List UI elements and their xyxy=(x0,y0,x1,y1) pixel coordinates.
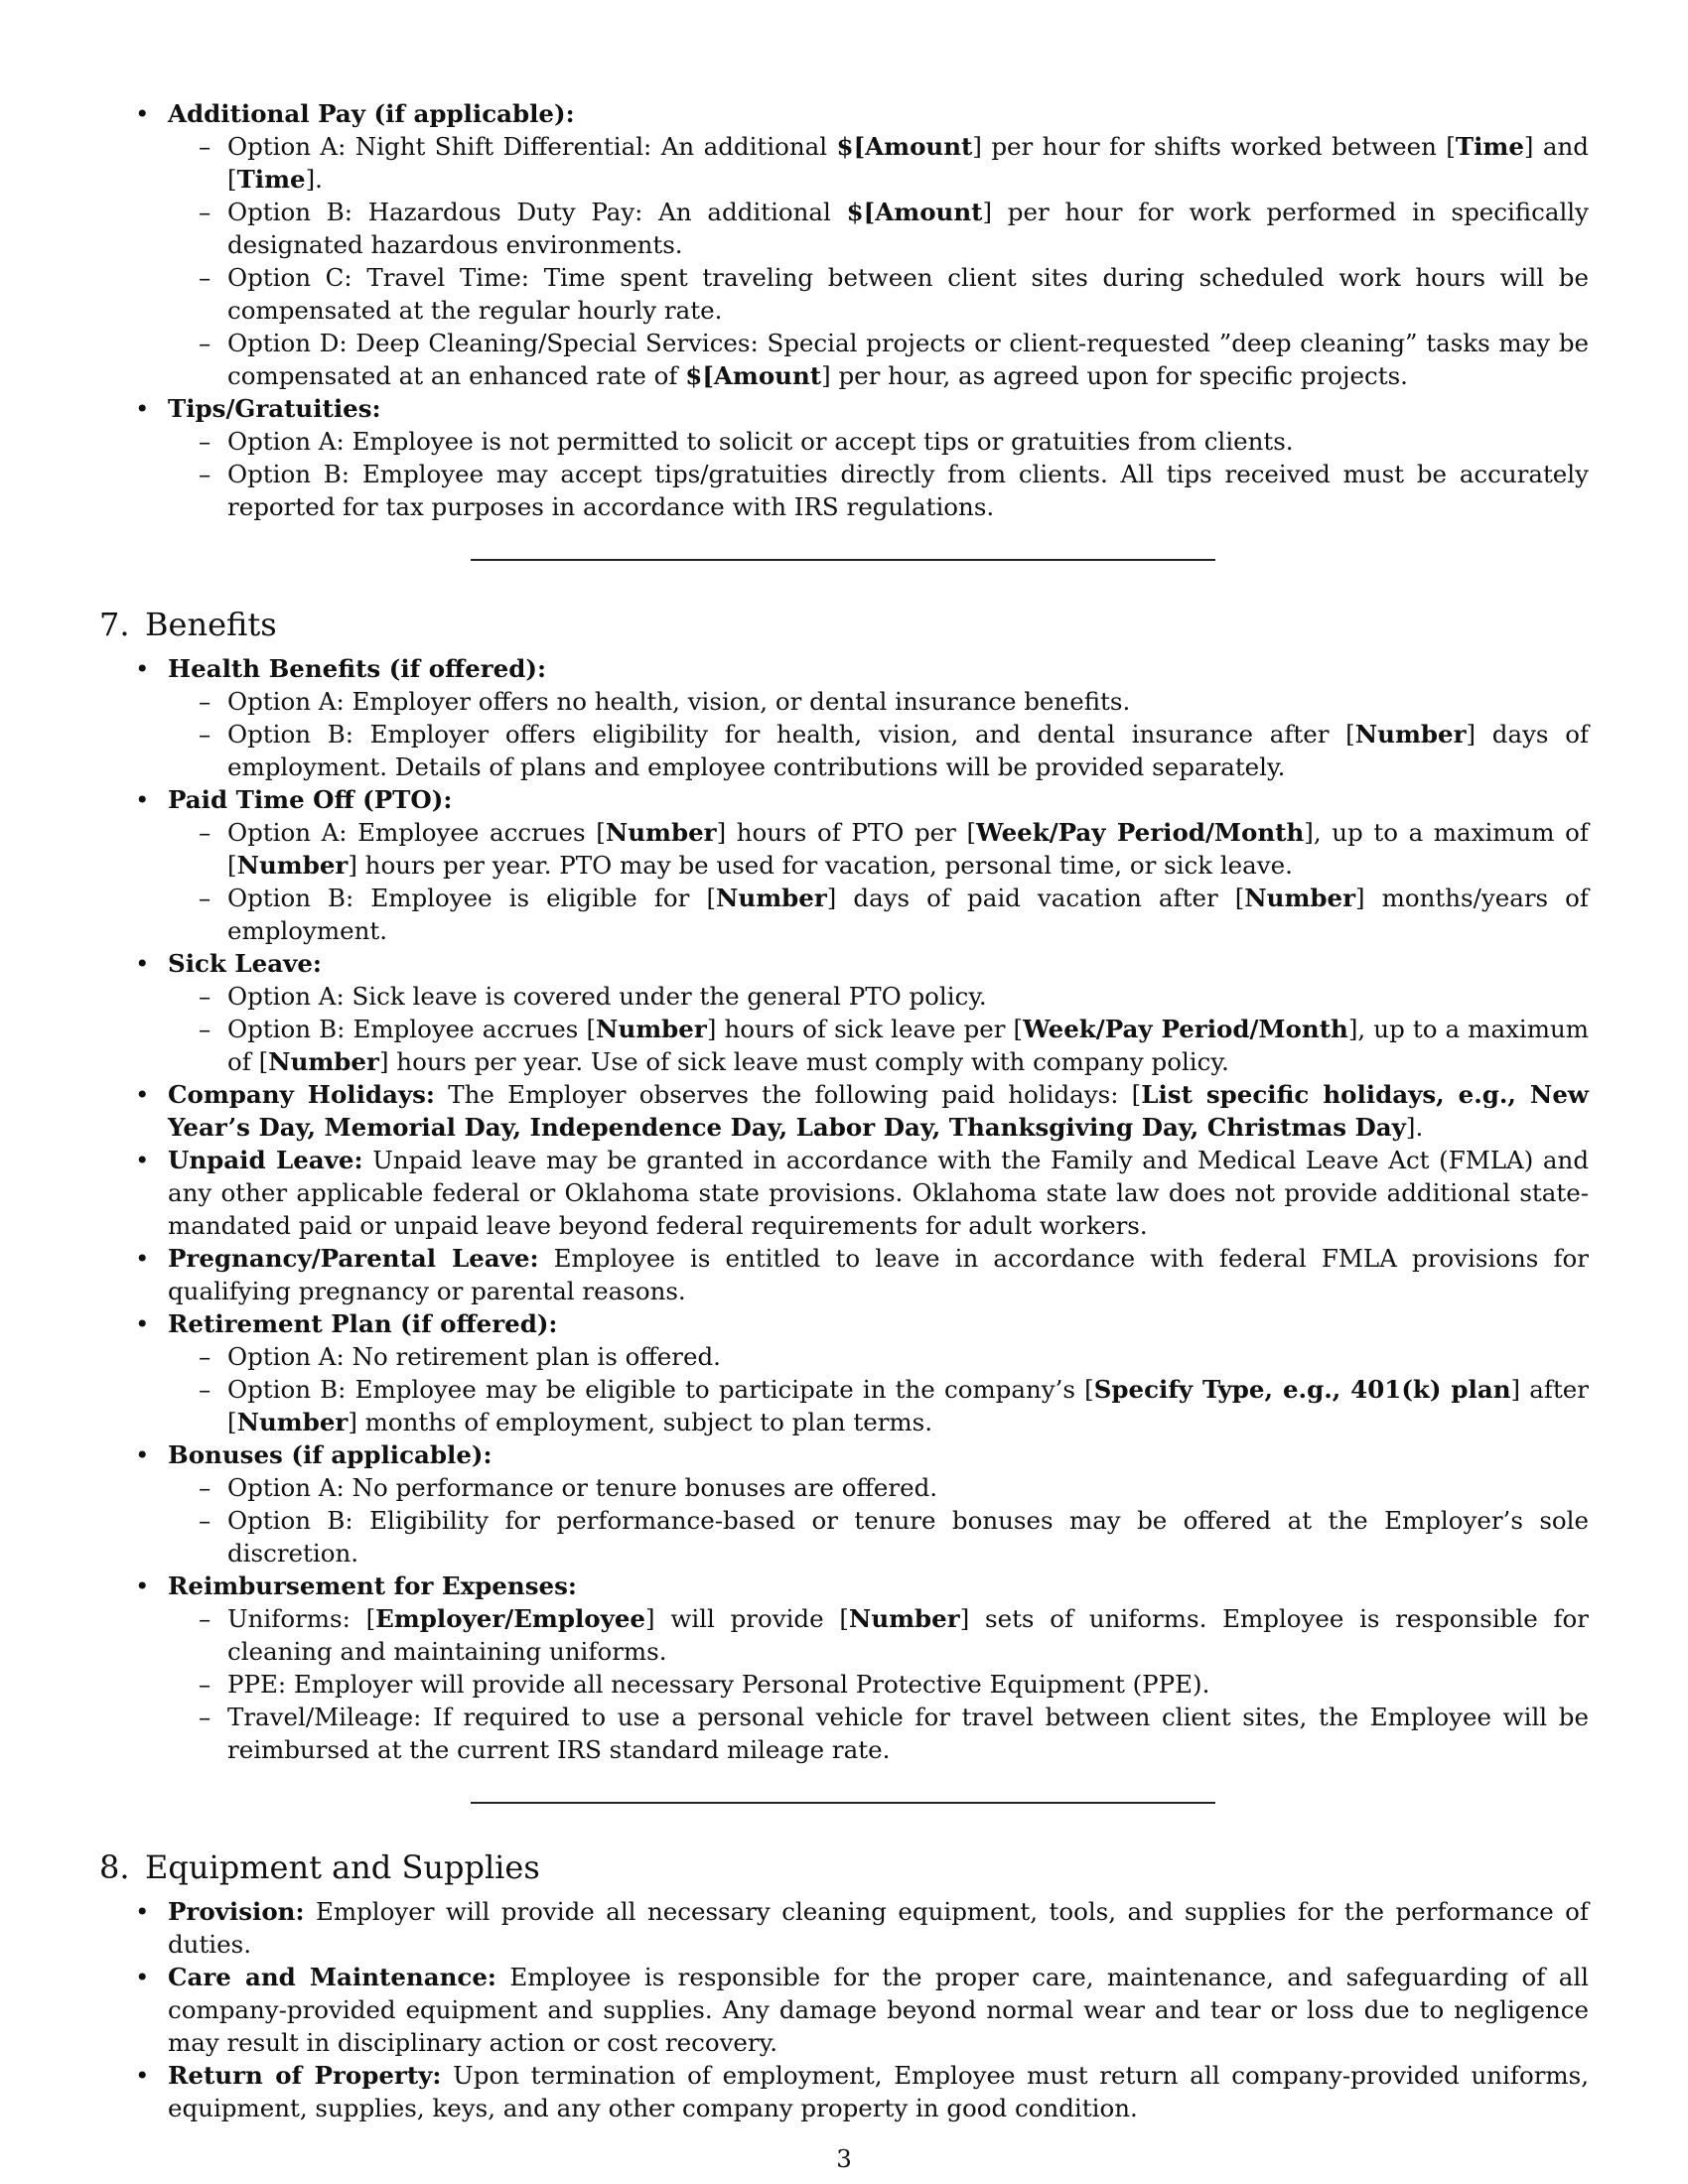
section-title: Equipment and Supplies xyxy=(145,1848,540,1886)
item-label: Care and Maintenance: xyxy=(168,1963,496,1991)
benefits-section xyxy=(99,652,1589,1766)
option-list xyxy=(168,980,1589,1078)
page-number: 3 xyxy=(836,2144,852,2173)
equipment-section xyxy=(99,1895,1589,2124)
item-label: Company Holidays: xyxy=(168,1080,435,1109)
placeholder-field: Number xyxy=(596,1015,707,1043)
item-label: Bonuses (if applicable): xyxy=(168,1440,492,1469)
item-label: Provision: xyxy=(168,1897,305,1926)
option-item: – Option A: Sick leave is covered under the general PTO policy. xyxy=(168,980,1589,1013)
placeholder-field: Specify Type, e.g., 401(k) plan xyxy=(1093,1375,1511,1404)
option-item: – Option A: Night Shift Differential: An additional $[Amount] per hour for shifts worked between [Time] and [Time]. xyxy=(168,130,1589,196)
placeholder-field: Week/Pay Period/Month xyxy=(1023,1015,1348,1043)
placeholder-field: Time xyxy=(1455,132,1524,161)
option-list xyxy=(168,1471,1589,1570)
list-item xyxy=(99,1307,1589,1438)
placeholder-field: Number xyxy=(848,1604,960,1633)
option-item: – Option B: Eligibility for performance-based or tenure bonuses may be offered at the Employer’s sole discretion. xyxy=(168,1504,1589,1570)
section-6-list xyxy=(99,97,1589,523)
placeholder-field: Number xyxy=(236,851,349,880)
option-list xyxy=(168,1340,1589,1438)
option-item: – Travel/Mileage: If required to use a personal vehicle for travel between client sites, the Employee will be reimbursed at the current IRS standard mileage rate. xyxy=(168,1701,1589,1766)
option-item: – Option B: Employee is eligible for [Number] days of paid vacation after [Number] months/years of employment. xyxy=(168,882,1589,947)
placeholder-field: Number xyxy=(1354,720,1467,749)
section-divider xyxy=(471,559,1215,561)
option-item: – Option B: Employee may be eligible to participate in the company’s [Specify Type, e.g., 401(k) plan] after [Number] months of employment, subject to plan terms. xyxy=(168,1373,1589,1438)
list-item: • Unpaid Leave: Unpaid leave may be granted in accordance with the Family and Medical Leave Act (FMLA) and any other applicable federal or Oklahoma state provisions. Oklahoma state law does not provide additional state-mandated paid or unpaid leave beyond federal requirements for adult workers. xyxy=(99,1144,1589,1242)
placeholder-field: List specific holidays, e.g., New Year’s Day, Memorial Day, Independence Day, Labor Day, Thanksgiving Day, Christmas Day xyxy=(168,1080,1589,1142)
item-label: Health Benefits (if offered): xyxy=(168,654,546,683)
placeholder-field: $[Amount xyxy=(685,361,822,390)
placeholder-field: Time xyxy=(236,165,306,194)
item-label: Additional Pay (if applicable): xyxy=(168,99,575,128)
item-label: Retirement Plan (if offered): xyxy=(168,1309,558,1338)
section-divider xyxy=(471,1802,1215,1804)
option-list xyxy=(168,816,1589,947)
list-item xyxy=(99,783,1589,947)
item-label: Pregnancy/Parental Leave: xyxy=(168,1244,539,1273)
option-item: – Option A: Employee accrues [Number] hours of PTO per [Week/Pay Period/Month], up to a maximum of [Number] hours per year. PTO may be used for vacation, personal time, or sick leave. xyxy=(168,816,1589,882)
option-item: – Option B: Employee accrues [Number] hours of sick leave per [Week/Pay Period/Month], up to a maximum of [Number] hours per year. Use of sick leave must comply with company policy. xyxy=(168,1013,1589,1078)
option-item: – Option B: Hazardous Duty Pay: An additional $[Amount] per hour for work performed in specifically designated hazardous environments. xyxy=(168,196,1589,261)
option-item: – Option D: Deep Cleaning/Special Services: Special projects or client-requested ”deep cleaning” tasks may be compensated at an enhanced rate of $[Amount] per hour, as agreed upon for specific projects. xyxy=(168,327,1589,392)
option-item: – Option B: Employer offers eligibility for health, vision, and dental insurance after [Number] days of employment. Details of plans and employee contributions will be provided separately. xyxy=(168,718,1589,783)
placeholder-field: Employer/Employee xyxy=(375,1604,646,1633)
list-item xyxy=(99,1438,1589,1570)
list-item: • Pregnancy/Parental Leave: Employee is entitled to leave in accordance with federal FMLA provisions for qualifying pregnancy or parental reasons. xyxy=(99,1242,1589,1307)
list-item xyxy=(99,652,1589,783)
item-label: Sick Leave: xyxy=(168,949,322,978)
option-item: – Option A: No performance or tenure bonuses are offered. xyxy=(168,1471,1589,1504)
item-label: Reimbursement for Expenses: xyxy=(168,1571,577,1600)
option-item: – Uniforms: [Employer/Employee] will provide [Number] sets of uniforms. Employee is responsible for cleaning and maintaining uniforms. xyxy=(168,1602,1589,1668)
placeholder-field: $[Amount xyxy=(836,132,973,161)
option-item: – Option A: Employee is not permitted to solicit or accept tips or gratuities from clients. xyxy=(168,425,1589,458)
equipment-list xyxy=(99,1895,1589,2124)
section-heading-benefits xyxy=(99,605,1589,644)
section-heading-equipment xyxy=(99,1847,1589,1887)
option-item: – Option C: Travel Time: Time spent traveling between client sites during scheduled work hours will be compensated at the regular hourly rate. xyxy=(168,261,1589,327)
placeholder-field: Number xyxy=(236,1408,349,1436)
option-list xyxy=(168,685,1589,783)
option-item: – Option A: Employer offers no health, vision, or dental insurance benefits. xyxy=(168,685,1589,718)
option-item: – Option A: No retirement plan is offered. xyxy=(168,1340,1589,1373)
list-item: • Care and Maintenance: Employee is responsible for the proper care, maintenance, and safeguarding of all company-provided equipment and supplies. Any damage beyond normal wear and tear or loss due to negligence may result in disciplinary action or cost recovery. xyxy=(99,1961,1589,2059)
placeholder-field: Week/Pay Period/Month xyxy=(976,818,1305,847)
item-label: Unpaid Leave: xyxy=(168,1146,363,1174)
item-label: Tips/Gratuities: xyxy=(168,394,381,423)
tips-options xyxy=(168,425,1589,523)
list-item-tips xyxy=(99,392,1589,523)
item-label: Return of Property: xyxy=(168,2061,442,2090)
benefits-list xyxy=(99,652,1589,1766)
placeholder-field: Number xyxy=(605,818,717,847)
list-item: • Provision: Employer will provide all necessary cleaning equipment, tools, and supplies for the performance of duties. xyxy=(99,1895,1589,1961)
list-item: • Return of Property: Upon termination of employment, Employee must return all company-provided uniforms, equipment, supplies, keys, and any other company property in good condition. xyxy=(99,2059,1589,2124)
placeholder-field: Number xyxy=(1244,884,1356,912)
item-label: Paid Time Off (PTO): xyxy=(168,785,453,814)
option-item: – Option B: Employee may accept tips/gratuities directly from clients. All tips received must be accurately reported for tax purposes in accordance with IRS regulations. xyxy=(168,458,1589,523)
list-item-additional-pay xyxy=(99,97,1589,392)
section-title: Benefits xyxy=(145,606,277,643)
list-item xyxy=(99,947,1589,1078)
option-item: – PPE: Employer will provide all necessary Personal Protective Equipment (PPE). xyxy=(168,1668,1589,1701)
section-number: 7. xyxy=(99,606,130,643)
section-number: 8. xyxy=(99,1848,130,1886)
list-item xyxy=(99,1570,1589,1766)
list-item: • Company Holidays: The Employer observes the following paid holidays: [List specific holidays, e.g., New Year’s Day, Memorial Day, Independence Day, Labor Day, Thanksgiving Day, Christmas Day]. xyxy=(99,1078,1589,1144)
section-6-continuation xyxy=(99,97,1589,523)
placeholder-field: $[Amount xyxy=(846,198,983,226)
option-list xyxy=(168,1602,1589,1766)
placeholder-field: Number xyxy=(716,884,827,912)
additional-pay-options xyxy=(168,130,1589,392)
placeholder-field: Number xyxy=(268,1047,379,1076)
document-page xyxy=(99,97,1589,2124)
